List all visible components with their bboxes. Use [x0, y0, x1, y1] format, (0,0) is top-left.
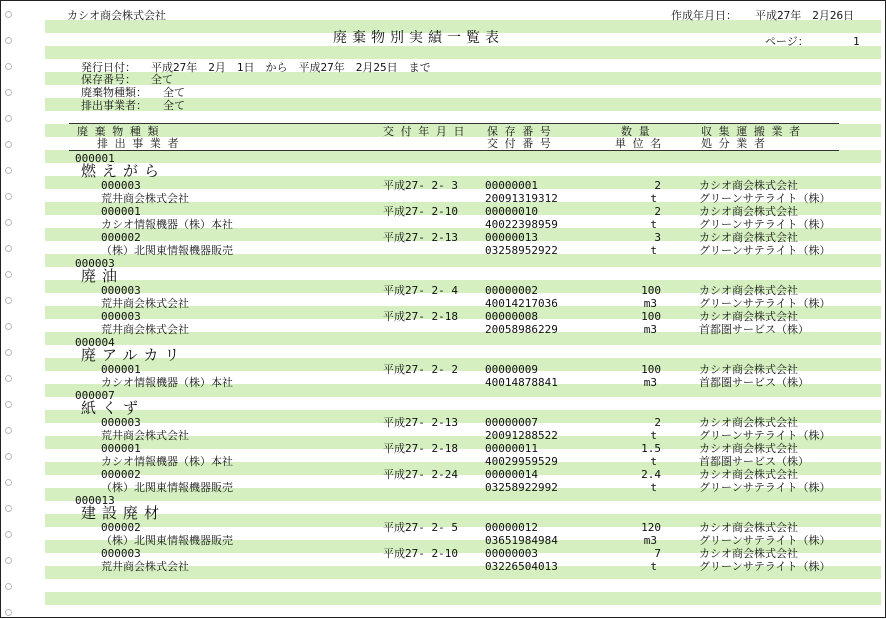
delivery-date: 平成27- 2-13 — [383, 231, 458, 244]
waste-code: 000013 — [75, 494, 115, 507]
feed-hole — [5, 427, 12, 434]
delivery-date: 平成27- 2- 3 — [383, 179, 458, 192]
discharger-name: （株）北関東情報機器販売 — [101, 481, 233, 494]
report-title: 廃棄物別実績一覧表 — [333, 30, 504, 46]
storage-no: 00000014 — [485, 468, 538, 481]
unit: t — [650, 244, 657, 257]
carrier: カシオ商会株式会社 — [699, 416, 798, 429]
disposer: 首都圏サービス（株） — [699, 376, 809, 389]
unit: t — [650, 192, 657, 205]
feed-hole — [5, 63, 12, 70]
waste-name: 建設廃材 — [81, 504, 166, 522]
storage-no: 00000002 — [485, 284, 538, 297]
storage-no: 00000003 — [485, 547, 538, 560]
discharger-code: 000002 — [101, 231, 141, 244]
quantity: 2 — [654, 205, 661, 218]
quantity: 3 — [654, 231, 661, 244]
col-carrier: 収 集 運 搬 業 者 — [701, 125, 801, 138]
quantity: 2 — [654, 179, 661, 192]
waste-code: 000003 — [75, 257, 115, 270]
waste-code: 000001 — [75, 152, 115, 165]
carrier: カシオ商会株式会社 — [699, 547, 798, 560]
tractor-feed-holes — [1, 1, 41, 619]
discharger-name: 荒井商会株式会社 — [101, 429, 189, 442]
carrier: カシオ商会株式会社 — [699, 179, 798, 192]
unit: t — [650, 481, 657, 494]
delivery-no: 03226504013 — [485, 560, 558, 573]
carrier: カシオ商会株式会社 — [699, 363, 798, 376]
delivery-date: 平成27- 2-13 — [383, 416, 458, 429]
quantity: 2.4 — [641, 468, 661, 481]
feed-hole — [5, 531, 12, 538]
storage-no-value: 全て — [151, 73, 173, 86]
disposer: グリーンサテライト（株） — [699, 534, 831, 547]
header-bottom-rule — [69, 150, 839, 151]
quantity: 100 — [641, 284, 661, 297]
discharger-code: 000003 — [101, 284, 141, 297]
storage-no: 00000011 — [485, 442, 538, 455]
feed-hole — [5, 219, 12, 226]
delivery-no: 40022398959 — [485, 218, 558, 231]
feed-hole — [5, 193, 12, 200]
disposer: 首都圏サービス（株） — [699, 455, 809, 468]
unit: t — [650, 218, 657, 231]
delivery-date: 平成27- 2-18 — [383, 442, 458, 455]
carrier: カシオ商会株式会社 — [699, 205, 798, 218]
unit: m3 — [643, 534, 657, 547]
storage-no: 00000010 — [485, 205, 538, 218]
delivery-date: 平成27- 2-18 — [383, 310, 458, 323]
delivery-no: 03651984984 — [485, 534, 558, 547]
waste-name: 紙くず — [81, 399, 145, 417]
unit: t — [650, 429, 657, 442]
quantity: 120 — [641, 521, 661, 534]
delivery-no: 20091319312 — [485, 192, 558, 205]
discharger-name: 荒井商会株式会社 — [101, 323, 189, 336]
delivery-date: 平成27- 2- 4 — [383, 284, 458, 297]
unit: t — [650, 455, 657, 468]
disposer: グリーンサテライト（株） — [699, 218, 831, 231]
feed-hole — [5, 115, 12, 122]
delivery-date: 平成27- 2- 2 — [383, 363, 458, 376]
discharger-code: 000001 — [101, 363, 141, 376]
waste-name: 燃えがら — [81, 162, 166, 180]
quantity: 2 — [654, 416, 661, 429]
carrier: カシオ商会株式会社 — [699, 310, 798, 323]
discharger-name: カシオ情報機器（株）本社 — [101, 376, 233, 389]
discharger-name: （株）北関東情報機器販売 — [101, 534, 233, 547]
discharger-name: 荒井商会株式会社 — [101, 297, 189, 310]
delivery-date: 平成27- 2-10 — [383, 205, 458, 218]
created-date-label: 作成年月日： — [671, 9, 737, 22]
waste-code: 000007 — [75, 389, 115, 402]
feed-hole — [5, 323, 12, 330]
discharger-label: 排出事業者： — [81, 99, 147, 112]
waste-name: 廃油 — [81, 267, 124, 285]
discharger-code: 000001 — [101, 205, 141, 218]
delivery-no: 20091288522 — [485, 429, 558, 442]
col-delivery-date: 交 付 年 月 日 — [383, 125, 465, 138]
quantity: 100 — [641, 363, 661, 376]
feed-hole — [5, 453, 12, 460]
delivery-no: 03258952922 — [485, 244, 558, 257]
feed-hole — [5, 11, 12, 18]
delivery-date: 平成27- 2-10 — [383, 547, 458, 560]
storage-no: 00000001 — [485, 179, 538, 192]
header-top-rule — [69, 123, 839, 124]
feed-hole — [5, 557, 12, 564]
feed-hole — [5, 375, 12, 382]
feed-hole — [5, 609, 12, 616]
waste-type-label: 廃棄物種類： — [81, 86, 147, 99]
created-date-value: 平成27年 2月26日 — [755, 9, 855, 22]
quantity: 7 — [654, 547, 661, 560]
feed-hole — [5, 401, 12, 408]
discharger-code: 000001 — [101, 442, 141, 455]
col-storage-no: 保 存 番 号 — [487, 125, 551, 138]
carrier: カシオ商会株式会社 — [699, 521, 798, 534]
feed-hole — [5, 479, 12, 486]
col-discharger: 排 出 事 業 者 — [97, 137, 179, 150]
carrier: カシオ商会株式会社 — [699, 284, 798, 297]
waste-name: 廃アルカリ — [81, 346, 186, 364]
waste-type-value: 全て — [163, 86, 185, 99]
storage-no: 00000008 — [485, 310, 538, 323]
delivery-no: 40029959529 — [485, 455, 558, 468]
carrier: カシオ商会株式会社 — [699, 468, 798, 481]
disposer: グリーンサテライト（株） — [699, 244, 831, 257]
col-unit: 単 位 名 — [615, 137, 662, 150]
feed-hole — [5, 349, 12, 356]
issue-date-value: 平成27年 2月 1日 から 平成27年 2月25日 まで — [151, 61, 431, 74]
discharger-name: 荒井商会株式会社 — [101, 560, 189, 573]
discharger-code: 000002 — [101, 468, 141, 481]
discharger-code: 000003 — [101, 547, 141, 560]
carrier: カシオ商会株式会社 — [699, 442, 798, 455]
feed-hole — [5, 583, 12, 590]
delivery-no: 40014217036 — [485, 297, 558, 310]
col-waste-type: 廃 棄 物 種 類 — [77, 125, 159, 138]
disposer: グリーンサテライト（株） — [699, 192, 831, 205]
storage-no: 00000013 — [485, 231, 538, 244]
disposer: グリーンサテライト（株） — [699, 481, 831, 494]
company-name: カシオ商会株式会社 — [67, 9, 166, 22]
storage-no: 00000007 — [485, 416, 538, 429]
unit: t — [650, 560, 657, 573]
delivery-date: 平成27- 2- 5 — [383, 521, 458, 534]
col-quantity: 数 量 — [621, 125, 650, 138]
unit: m3 — [643, 323, 657, 336]
delivery-date: 平成27- 2-24 — [383, 468, 458, 481]
storage-no-label: 保存番号： — [81, 73, 136, 86]
issue-date-label: 発行日付： — [81, 61, 136, 74]
storage-no: 00000009 — [485, 363, 538, 376]
carrier: カシオ商会株式会社 — [699, 231, 798, 244]
feed-hole — [5, 37, 12, 44]
feed-hole — [5, 141, 12, 148]
feed-hole — [5, 89, 12, 96]
delivery-no: 20058986229 — [485, 323, 558, 336]
quantity: 1.5 — [641, 442, 661, 455]
quantity: 100 — [641, 310, 661, 323]
disposer: グリーンサテライト（株） — [699, 297, 831, 310]
discharger-code: 000003 — [101, 416, 141, 429]
feed-hole — [5, 167, 12, 174]
page-label: ページ： — [765, 35, 809, 48]
disposer: 首都圏サービス（株） — [699, 323, 809, 336]
unit: m3 — [643, 297, 657, 310]
feed-hole — [5, 297, 12, 304]
storage-no: 00000012 — [485, 521, 538, 534]
discharger-name: 荒井商会株式会社 — [101, 192, 189, 205]
discharger-code: 000003 — [101, 179, 141, 192]
feed-hole — [5, 245, 12, 252]
waste-code: 000004 — [75, 336, 115, 349]
discharger-name: カシオ情報機器（株）本社 — [101, 218, 233, 231]
feed-hole — [5, 505, 12, 512]
page-number: 1 — [853, 35, 860, 48]
discharger-value: 全て — [163, 99, 185, 112]
discharger-name: （株）北関東情報機器販売 — [101, 244, 233, 257]
col-disposer: 処 分 業 者 — [701, 137, 765, 150]
unit: m3 — [643, 376, 657, 389]
discharger-code: 000002 — [101, 521, 141, 534]
delivery-no: 40014878841 — [485, 376, 558, 389]
col-delivery-no: 交 付 番 号 — [487, 137, 551, 150]
delivery-no: 03258922992 — [485, 481, 558, 494]
feed-hole — [5, 271, 12, 278]
disposer: グリーンサテライト（株） — [699, 560, 831, 573]
discharger-code: 000003 — [101, 310, 141, 323]
disposer: グリーンサテライト（株） — [699, 429, 831, 442]
discharger-name: カシオ情報機器（株）本社 — [101, 455, 233, 468]
